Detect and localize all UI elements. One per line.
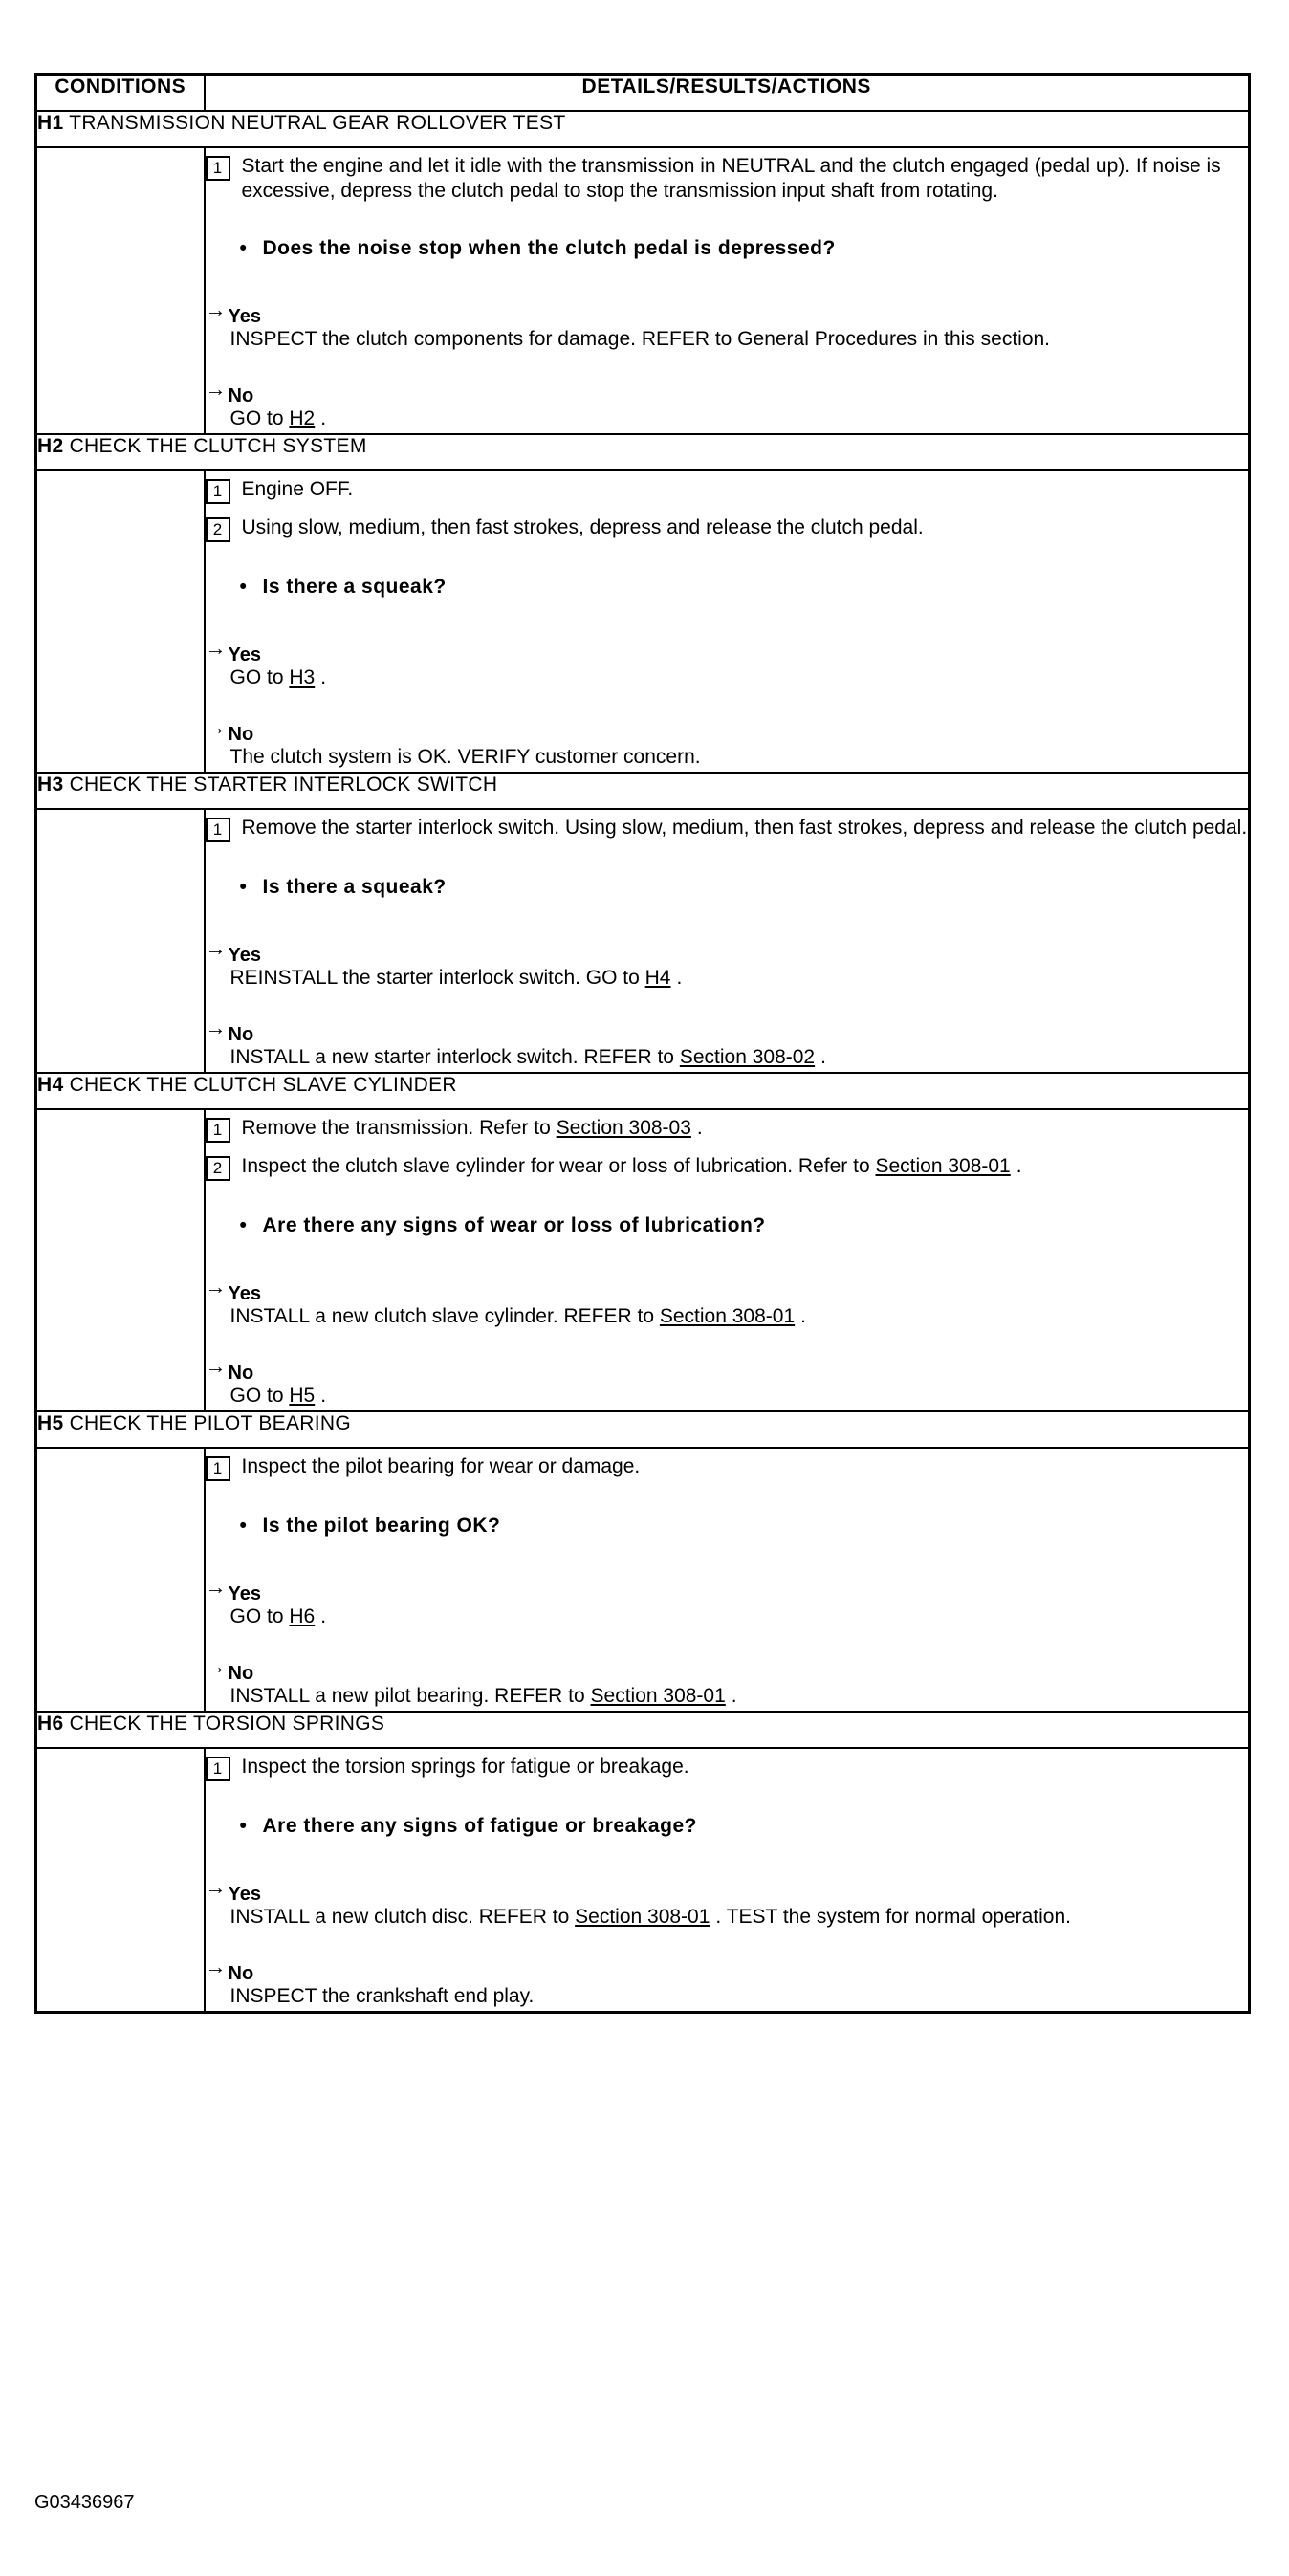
text-fragment: . — [1016, 1155, 1022, 1177]
text-fragment: The clutch system is OK. VERIFY customer concern. — [229, 746, 701, 768]
test-header-h3 — [36, 773, 1250, 809]
reference-link[interactable]: H6 — [289, 1605, 316, 1627]
bullet-icon: • — [239, 237, 248, 259]
bullet-icon: • — [239, 1214, 248, 1236]
test-id: H3 — [37, 774, 64, 796]
text-fragment: . — [731, 1685, 737, 1707]
conditions-cell — [36, 147, 205, 434]
test-title: CHECK THE CLUTCH SLAVE CYLINDER — [69, 1074, 457, 1096]
answer-label: Yes — [228, 306, 261, 327]
text-fragment: INSTALL a new clutch disc. REFER to — [229, 1906, 576, 1928]
text-fragment: . — [320, 1605, 327, 1627]
test-body-row — [36, 1109, 1250, 1411]
answer-text — [230, 1905, 1249, 1930]
test-body-row — [36, 470, 1250, 773]
details-cell — [205, 1109, 1250, 1411]
figure-code: G03436967 — [34, 2492, 135, 2513]
step-item — [206, 1755, 1249, 1781]
reference-link[interactable]: Section 308-01 — [575, 1906, 710, 1928]
answer-yes — [206, 636, 1249, 690]
text-fragment: INSTALL a new pilot bearing. REFER to — [229, 1685, 591, 1707]
answer-no — [206, 1654, 1249, 1709]
reference-link[interactable]: H5 — [289, 1385, 316, 1407]
step-number-box: 1 — [206, 1118, 230, 1143]
details-cell — [205, 1748, 1250, 2013]
reference-link[interactable]: Section 308-01 — [875, 1155, 1011, 1177]
answer-label-line — [205, 377, 1249, 406]
answer-text — [230, 1984, 1249, 2009]
conditions-cell — [36, 1109, 205, 1411]
answer-label: No — [228, 1363, 254, 1384]
test-header-h1 — [36, 111, 1250, 147]
conditions-column-header: CONDITIONS — [36, 75, 205, 112]
details-cell — [205, 470, 1250, 773]
details-cell — [205, 809, 1250, 1073]
right-arrow-icon: → — [205, 1575, 227, 1599]
right-arrow-icon: → — [205, 1354, 227, 1378]
test-header-row — [36, 1411, 1250, 1448]
answer-text — [230, 745, 1249, 770]
text-fragment: . — [320, 666, 327, 688]
question — [240, 875, 1249, 900]
answer-label-line — [205, 1015, 1249, 1045]
text-fragment: Remove the starter interlock switch. Using slow, medium, then fast strokes, depress and release the clutch pedal. — [241, 817, 1248, 839]
right-arrow-icon: → — [205, 1015, 227, 1039]
test-id: H2 — [37, 435, 64, 457]
question — [240, 575, 1249, 600]
answer-text — [230, 327, 1249, 352]
right-arrow-icon: → — [205, 1875, 227, 1899]
answer-label: Yes — [228, 1283, 261, 1304]
answer-label-line — [205, 936, 1249, 966]
test-title: CHECK THE CLUTCH SYSTEM — [69, 435, 367, 457]
answer-label: Yes — [228, 945, 261, 966]
answer-label-line — [205, 1575, 1249, 1605]
answer-label: No — [228, 1663, 254, 1684]
step-text — [242, 1154, 1249, 1179]
answer-text — [230, 1605, 1249, 1629]
right-arrow-icon: → — [205, 715, 227, 739]
step-number-box: 1 — [206, 818, 230, 842]
test-title: CHECK THE STARTER INTERLOCK SWITCH — [69, 774, 498, 796]
text-fragment: INSTALL a new clutch slave cylinder. REFER to — [229, 1305, 660, 1327]
text-fragment: Remove the transmission. Refer to — [241, 1117, 557, 1139]
text-fragment: GO to — [229, 1605, 290, 1627]
reference-link[interactable]: Section 308-03 — [556, 1117, 691, 1139]
step-number-box: 1 — [206, 156, 230, 181]
bullet-icon: • — [239, 1815, 248, 1837]
step-item — [206, 515, 1249, 542]
answer-text — [230, 966, 1249, 991]
step-text — [242, 477, 1249, 502]
text-fragment: INSTALL a new starter interlock switch. REFER to — [229, 1046, 680, 1068]
text-fragment: Using slow, medium, then fast strokes, depress and release the clutch pedal. — [241, 516, 924, 538]
question-text: Is there a squeak? — [262, 876, 447, 898]
test-id: H6 — [37, 1713, 64, 1735]
answer-yes — [206, 936, 1249, 991]
question — [240, 1514, 1249, 1539]
test-body-row — [36, 1748, 1250, 2013]
step-item — [206, 477, 1249, 504]
test-id: H1 — [37, 112, 64, 134]
reference-link[interactable]: Section 308-01 — [659, 1305, 796, 1327]
answer-text — [230, 1384, 1249, 1408]
answer-label-line — [205, 636, 1249, 666]
bullet-icon: • — [239, 876, 248, 898]
answer-yes — [206, 297, 1249, 352]
answer-text — [230, 1684, 1249, 1709]
text-fragment: INSPECT the clutch components for damage. REFER to General Procedures in this section. — [229, 328, 1051, 350]
answer-label-line — [205, 1875, 1249, 1905]
answer-text — [230, 1304, 1249, 1329]
reference-link[interactable]: H2 — [289, 407, 316, 429]
step-number-box: 1 — [206, 479, 230, 504]
answer-label-line — [205, 1354, 1249, 1384]
test-table-body — [36, 111, 1250, 2013]
reference-link[interactable]: Section 308-01 — [590, 1685, 726, 1707]
step-text — [242, 154, 1249, 204]
test-id: H4 — [37, 1074, 64, 1096]
text-fragment: . — [820, 1046, 826, 1068]
test-header-h5 — [36, 1411, 1250, 1448]
text-fragment: . — [696, 1117, 703, 1139]
test-title: CHECK THE TORSION SPRINGS — [69, 1713, 385, 1735]
step-number-box: 1 — [206, 1456, 230, 1481]
answer-label-line — [205, 1654, 1249, 1684]
answer-label: No — [228, 724, 254, 745]
answer-label: Yes — [228, 1884, 261, 1905]
reference-link[interactable]: H4 — [644, 967, 671, 989]
step-number-box: 2 — [206, 1156, 230, 1181]
answer-text — [230, 666, 1249, 690]
step-number-box: 2 — [206, 517, 230, 542]
answer-text — [230, 1045, 1249, 1070]
text-fragment: INSPECT the crankshaft end play. — [229, 1985, 535, 2007]
test-header-h6 — [36, 1712, 1250, 1748]
answer-yes — [206, 1575, 1249, 1629]
test-header-row — [36, 434, 1250, 470]
right-arrow-icon: → — [205, 297, 227, 321]
text-fragment: . — [320, 407, 327, 429]
answer-label-line — [205, 1954, 1249, 1984]
text-fragment: GO to — [229, 1385, 290, 1407]
diagnostic-document — [34, 73, 1251, 2014]
answer-no — [206, 715, 1249, 770]
text-fragment: REINSTALL the starter interlock switch. GO to — [229, 967, 645, 989]
conditions-cell — [36, 470, 205, 773]
test-header-row — [36, 1073, 1250, 1109]
question-text: Does the noise stop when the clutch pedal is depressed? — [262, 237, 836, 259]
step-item — [206, 1116, 1249, 1143]
answer-yes — [206, 1275, 1249, 1329]
reference-link[interactable]: H3 — [289, 666, 316, 688]
conditions-cell — [36, 1748, 205, 2013]
text-fragment: GO to — [229, 407, 290, 429]
text-fragment: Inspect the clutch slave cylinder for wear or loss of lubrication. Refer to — [241, 1155, 876, 1177]
test-title: CHECK THE PILOT BEARING — [69, 1412, 351, 1434]
test-title: TRANSMISSION NEUTRAL GEAR ROLLOVER TEST — [69, 112, 566, 134]
right-arrow-icon: → — [205, 636, 227, 660]
answer-label-line — [205, 297, 1249, 327]
text-fragment: . TEST the system for normal operation. — [715, 1906, 1071, 1928]
step-item — [206, 154, 1249, 204]
answer-label: Yes — [228, 1583, 261, 1605]
question-text: Are there any signs of wear or loss of lubrication? — [262, 1214, 766, 1236]
test-header-h2 — [36, 434, 1250, 470]
step-text — [242, 816, 1249, 840]
details-cell — [205, 1448, 1250, 1712]
text-fragment: Engine OFF. — [241, 478, 354, 500]
reference-link[interactable]: Section 308-02 — [679, 1046, 816, 1068]
right-arrow-icon: → — [205, 936, 227, 960]
test-body-row — [36, 1448, 1250, 1712]
step-text — [242, 1116, 1249, 1141]
answer-label: Yes — [228, 644, 261, 666]
text-fragment: Start the engine and let it idle with the transmission in NEUTRAL and the clutch engaged (pedal up). If noise is excessive, depress the clutch pedal to stop the transmission input shaft from rotating. — [241, 155, 1221, 202]
question-text: Is the pilot bearing OK? — [262, 1515, 501, 1537]
text-fragment: . — [800, 1305, 806, 1327]
question — [240, 236, 1249, 261]
text-fragment: Inspect the torsion springs for fatigue or breakage. — [241, 1756, 689, 1778]
question — [240, 1213, 1249, 1238]
right-arrow-icon: → — [205, 1954, 227, 1978]
bullet-icon: • — [239, 576, 248, 598]
question — [240, 1814, 1249, 1839]
conditions-cell — [36, 1448, 205, 1712]
table-header-row — [36, 75, 1250, 112]
step-text — [242, 1454, 1249, 1479]
step-item — [206, 816, 1249, 842]
right-arrow-icon: → — [205, 1654, 227, 1678]
question-text: Is there a squeak? — [262, 576, 447, 598]
details-cell — [205, 147, 1250, 434]
right-arrow-icon: → — [205, 377, 227, 401]
right-arrow-icon: → — [205, 1275, 227, 1299]
test-header-row — [36, 773, 1250, 809]
answer-text — [230, 406, 1249, 431]
answer-yes — [206, 1875, 1249, 1930]
details-column-header: DETAILS/RESULTS/ACTIONS — [205, 75, 1250, 112]
test-id: H5 — [37, 1412, 64, 1434]
answer-label-line — [205, 715, 1249, 745]
conditions-cell — [36, 809, 205, 1073]
text-fragment: GO to — [229, 666, 290, 688]
answer-label-line — [205, 1275, 1249, 1304]
answer-no — [206, 1015, 1249, 1070]
test-header-h4 — [36, 1073, 1250, 1109]
step-text — [242, 515, 1249, 540]
question-text: Are there any signs of fatigue or breakage? — [262, 1815, 697, 1837]
answer-no — [206, 1354, 1249, 1408]
text-fragment: . — [676, 967, 683, 989]
answer-label: No — [228, 385, 254, 406]
step-item — [206, 1454, 1249, 1481]
answer-no — [206, 1954, 1249, 2009]
answer-label: No — [228, 1024, 254, 1045]
test-body-row — [36, 809, 1250, 1073]
test-body-row — [36, 147, 1250, 434]
pinpoint-test-table — [34, 73, 1251, 2014]
test-header-row — [36, 1712, 1250, 1748]
test-header-row — [36, 111, 1250, 147]
step-text — [242, 1755, 1249, 1779]
text-fragment: . — [320, 1385, 327, 1407]
step-number-box: 1 — [206, 1757, 230, 1781]
answer-no — [206, 377, 1249, 431]
answer-label: No — [228, 1963, 254, 1984]
text-fragment: Inspect the pilot bearing for wear or damage. — [241, 1455, 641, 1477]
bullet-icon: • — [239, 1515, 248, 1537]
step-item — [206, 1154, 1249, 1181]
